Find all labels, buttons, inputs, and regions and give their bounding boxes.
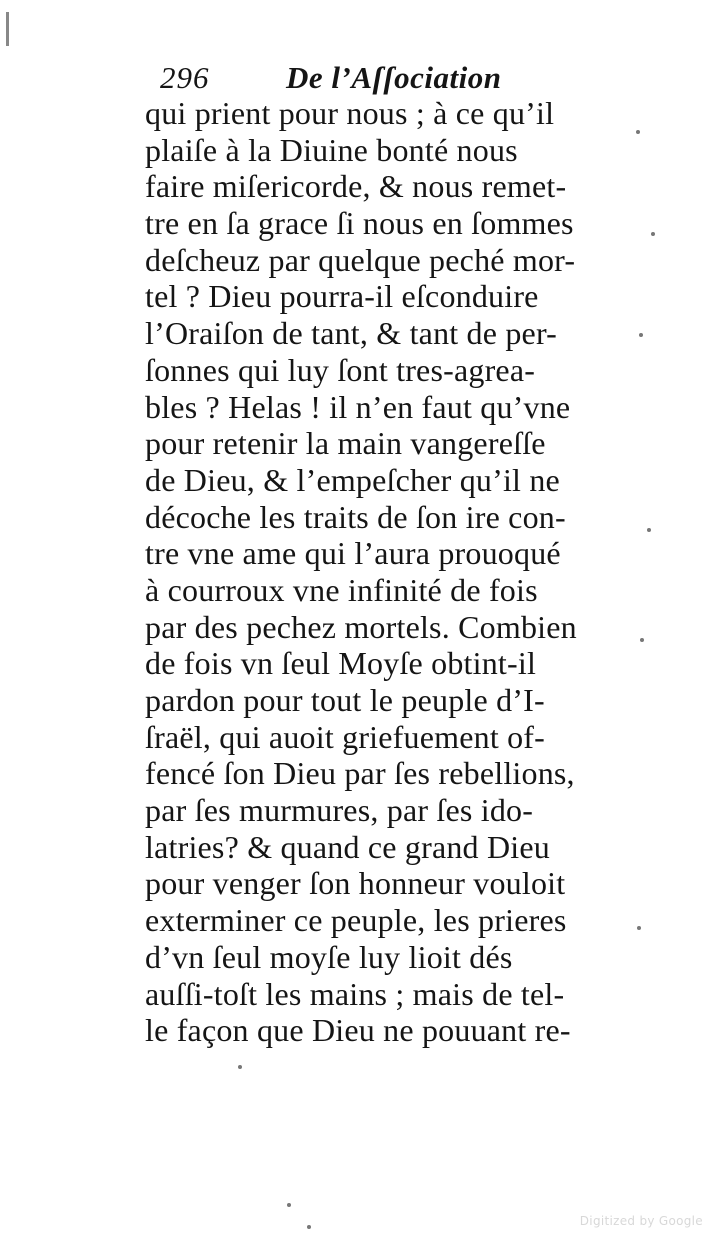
text-line: bles ? Helas ! il n’en faut qu’vne <box>145 388 571 425</box>
text-line: le façon que Dieu ne pouuant re- <box>145 1012 571 1049</box>
running-header <box>160 58 620 98</box>
text-line: de fois vn ſeul Moyſe obtint-il <box>145 645 537 682</box>
text-line: pardon pour tout le peuple d’I- <box>145 682 545 718</box>
text-line: fencé ſon Dieu par ſes rebellions, <box>145 755 575 792</box>
text-line: deſcheuz par quelque peché mor- <box>145 241 576 278</box>
text-line: par ſes murmures, par ſes ido- <box>145 792 534 829</box>
text-line: tre en ſa grace ſi nous en ſommes <box>145 205 574 242</box>
scan-speck <box>307 1225 311 1229</box>
text-line: de Dieu, & l’empeſcher qu’il ne <box>145 461 560 498</box>
page-number: 296 <box>160 60 210 95</box>
text-line: faire miſericorde, & nous remet- <box>145 168 567 205</box>
text-line: tel ? Dieu pourra-il eſconduire <box>145 278 539 315</box>
scan-speck <box>639 333 643 337</box>
running-title: De l’Aſſociation <box>286 60 502 95</box>
text-line: qui prient pour nous ; à ce qu’il <box>145 95 555 131</box>
scan-speck <box>637 926 641 930</box>
text-line: tre vne ame qui l’aura prouoqué <box>145 535 561 572</box>
scan-speck <box>287 1203 291 1207</box>
text-line: l’Oraiſon de tant, & tant de per- <box>145 315 558 352</box>
text-line: exterminer ce peuple, les prieres <box>145 902 567 939</box>
text-line: décoche les traits de ſon ire con- <box>145 498 566 535</box>
scan-speck <box>647 528 651 532</box>
text-line: à courroux vne infinité de fois <box>145 571 538 608</box>
scan-speck <box>640 638 644 642</box>
text-line: par des pechez mortels. Combien <box>145 608 577 645</box>
scan-mark <box>6 12 9 46</box>
digitized-watermark: Digitized by Google <box>579 1214 703 1228</box>
text-line: d’vn ſeul moyſe luy lioit dés <box>145 938 513 975</box>
text-line: pour retenir la main vangereſſe <box>145 425 546 462</box>
scan-speck <box>636 130 640 134</box>
text-line: ſraël, qui auoit griefuement of- <box>145 718 546 755</box>
text-line: pour venger ſon honneur vouloit <box>145 865 566 902</box>
scan-speck <box>238 1065 242 1069</box>
text-line: ſonnes qui luy ſont tres-agrea- <box>145 351 536 388</box>
body-text <box>145 95 645 1049</box>
text-line: latries? & quand ce grand Dieu <box>145 828 550 865</box>
scan-speck <box>651 232 655 236</box>
text-line: auſſi-toſt les mains ; mais de tel- <box>145 975 565 1012</box>
text-line: plaiſe à la Diuine bonté nous <box>145 131 518 168</box>
